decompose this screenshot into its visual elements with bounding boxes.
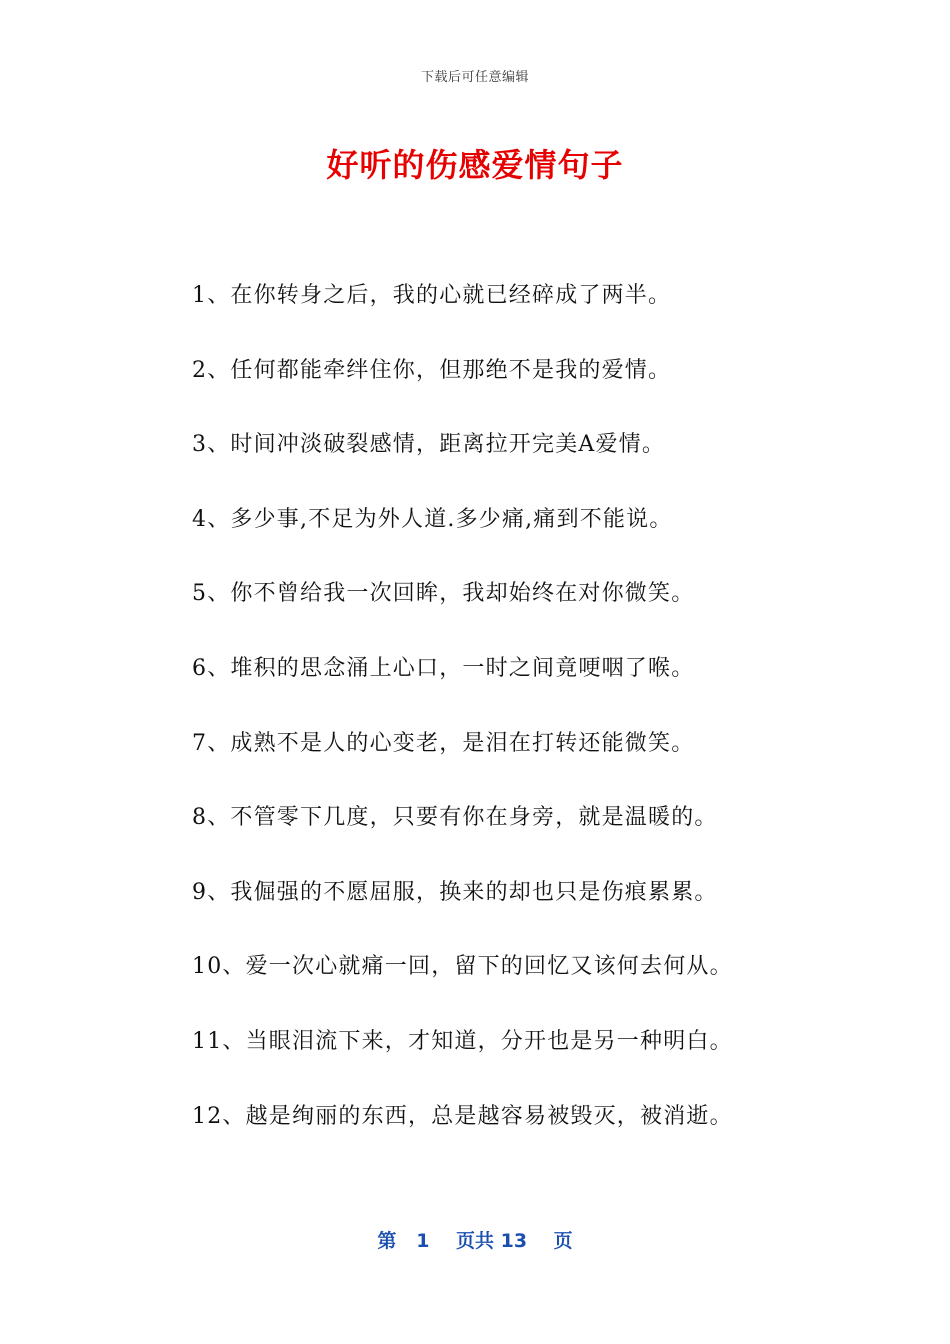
page-label-mid: 页共 <box>456 1230 495 1252</box>
list-item: 4、多少事,不足为外人道.多少痛,痛到不能说。 <box>192 506 673 532</box>
list-item: 3、时间冲淡破裂感情，距离拉开完美A爱情。 <box>192 432 666 458</box>
page-current: 1 <box>416 1230 430 1252</box>
list-item: 10、爱一次心就痛一回，留下的回忆又该何去何从。 <box>192 954 733 980</box>
list-item: 7、成熟不是人的心变老，是泪在打转还能微笑。 <box>192 730 695 756</box>
page-total: 13 <box>500 1230 528 1252</box>
list-item: 2、任何都能牵绊住你，但那绝不是我的爱情。 <box>192 357 672 383</box>
page-title: 好听的伤感爱情句子 <box>326 146 624 184</box>
list-item: 12、越是绚丽的东西，总是越容易被毁灭，被消逝。 <box>192 1103 733 1129</box>
list-item: 9、我倔强的不愿屈服，换来的却也只是伤痕累累。 <box>192 879 718 905</box>
page-label-end: 页 <box>553 1230 573 1252</box>
page-label-start: 第 <box>377 1230 397 1252</box>
list-item: 6、堆积的思念涌上心口，一时之间竟哽咽了喉。 <box>192 655 695 681</box>
list-item: 1、在你转身之后，我的心就已经碎成了两半。 <box>192 283 672 308</box>
sentence-list <box>192 278 832 1173</box>
list-item: 5、你不曾给我一次回眸，我却始终在对你微笑。 <box>192 581 695 607</box>
page-footer <box>0 1226 950 1253</box>
header-note: 下载后可任意编辑 <box>420 70 529 85</box>
list-item: 8、不管零下几度，只要有你在身旁，就是温暖的。 <box>192 805 718 831</box>
list-item: 11、当眼泪流下来，才知道，分开也是另一种明白。 <box>192 1028 733 1054</box>
